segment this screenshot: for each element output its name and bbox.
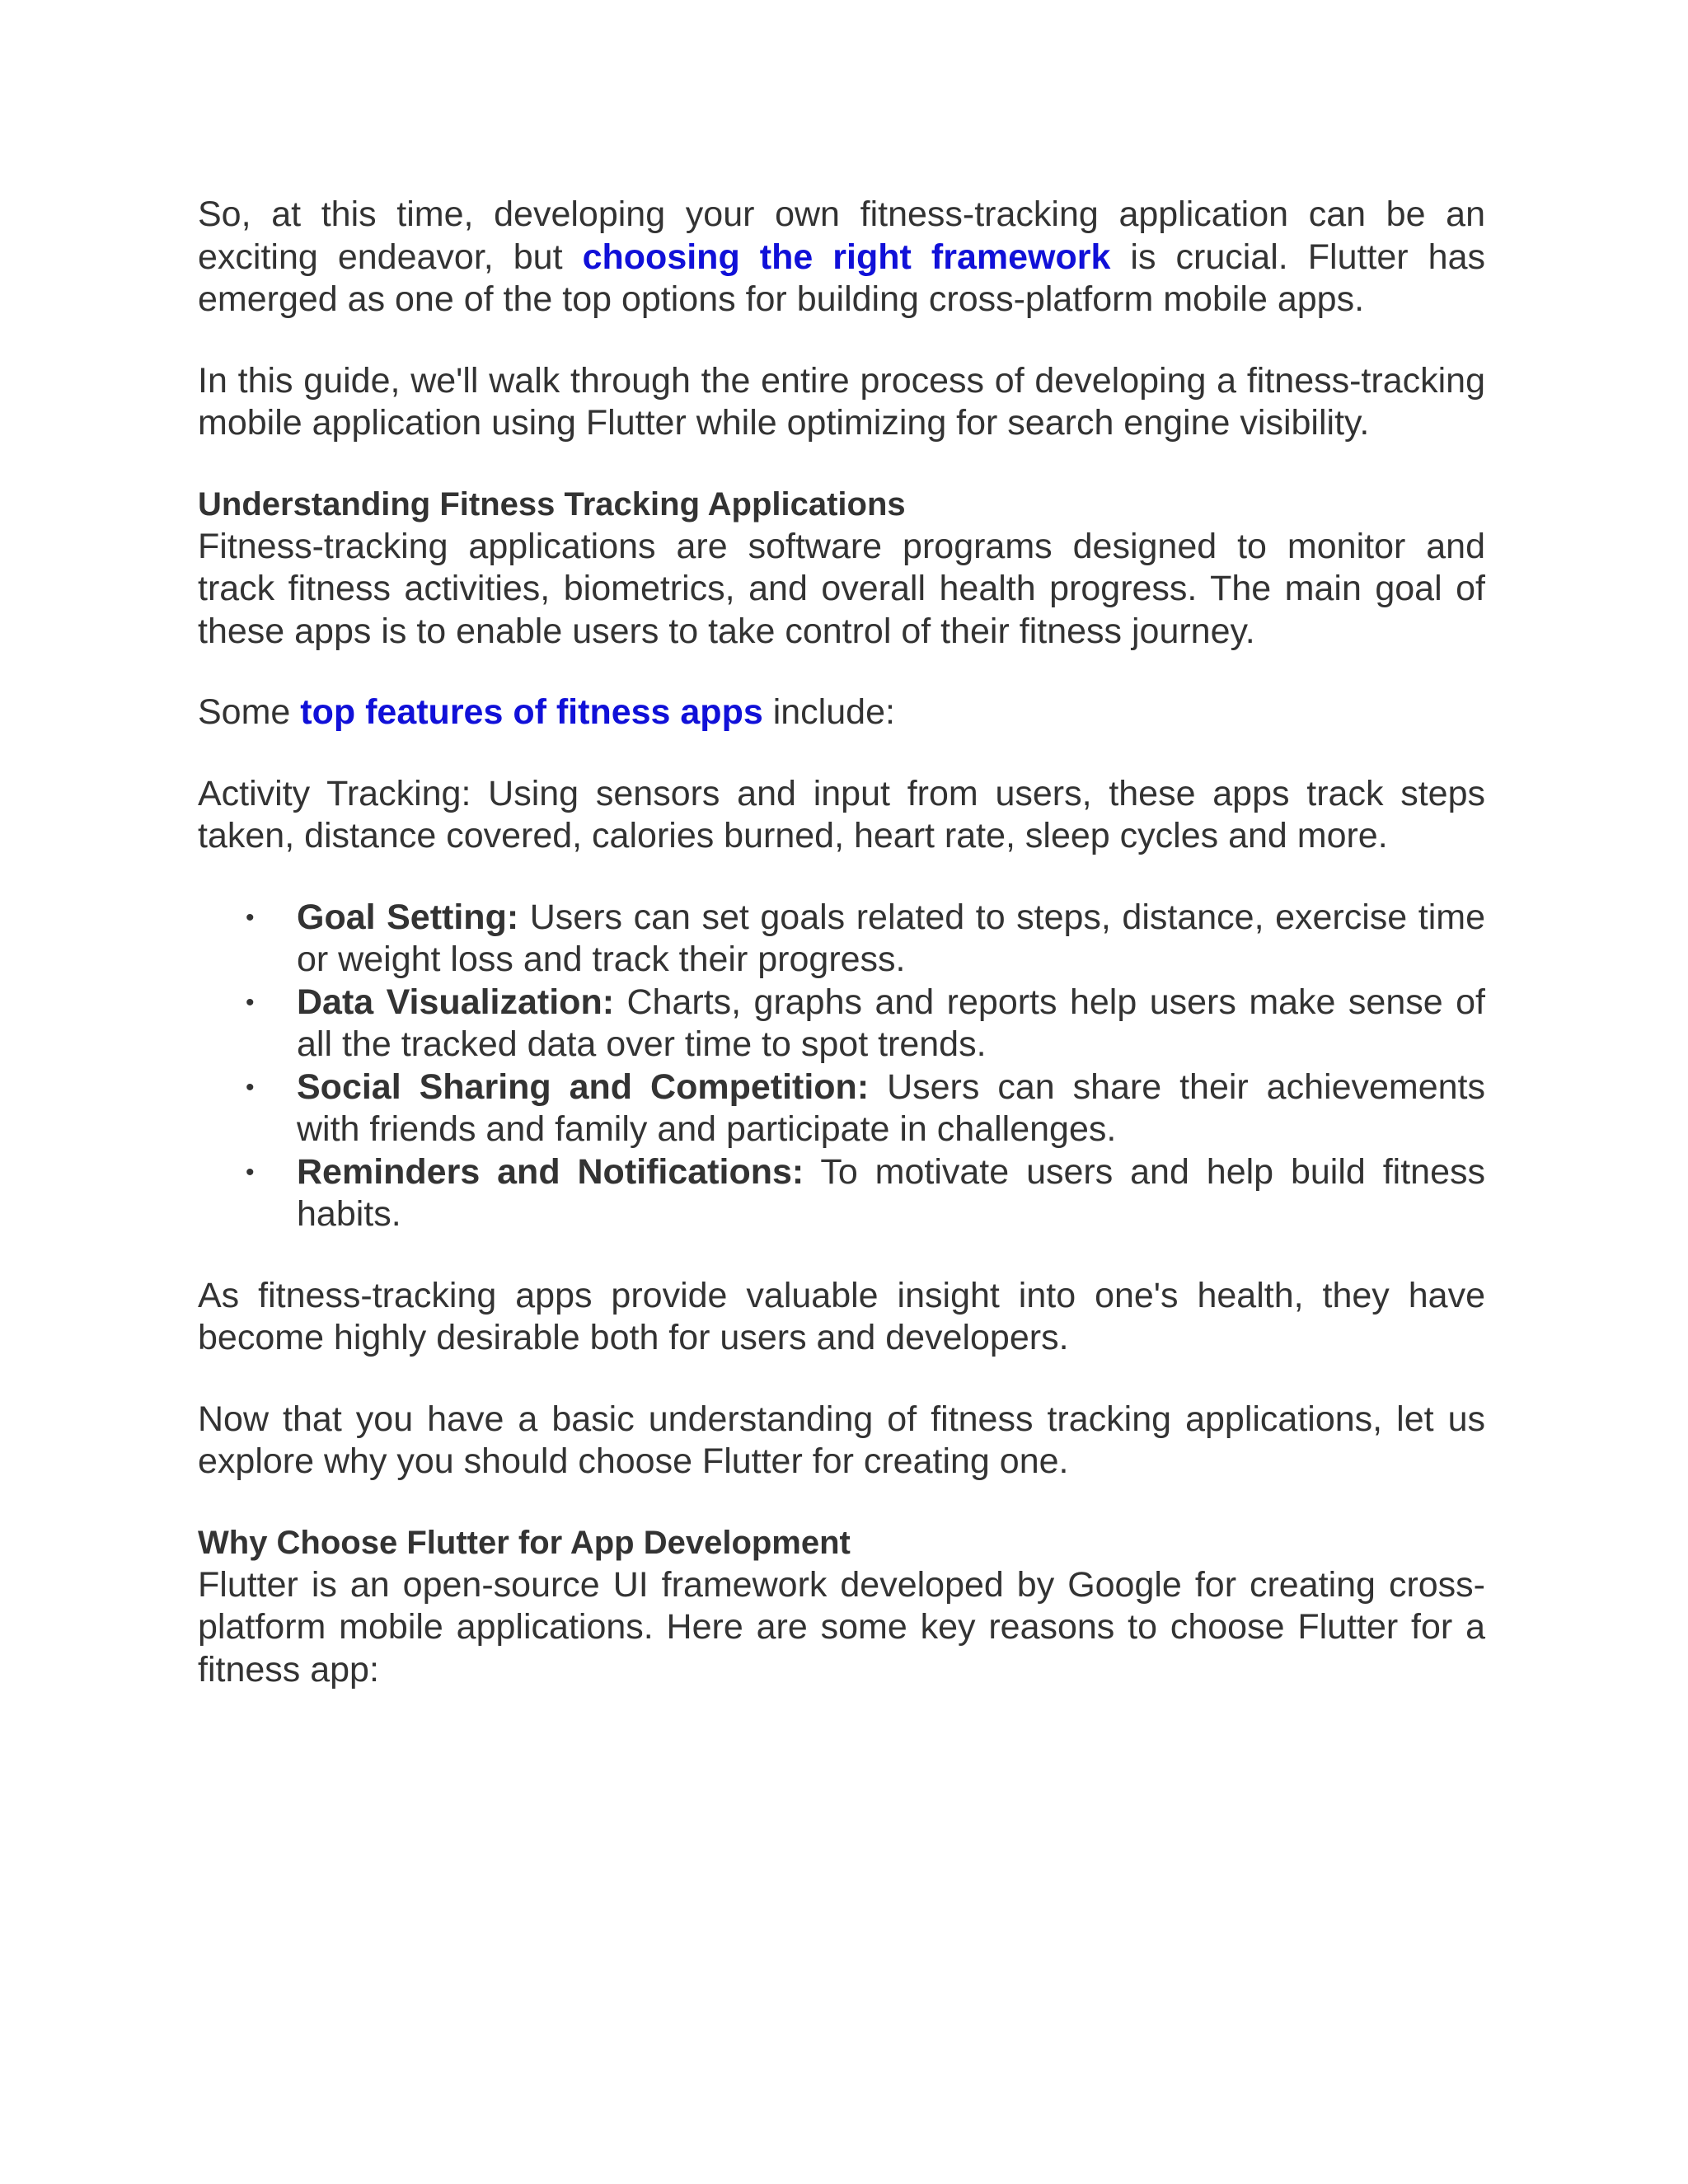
intro-text-before: So, at this time, developing your own fitness-tracking application can be an exciting endeavor, but	[198, 194, 1485, 277]
list-item	[246, 1066, 1485, 1151]
understanding-paragraph: Fitness-tracking applications are software programs designed to monitor and track fitness activities, biometrics, and overall health progress. The main goal of these apps is to enable users to take control of their fitness journey.	[198, 526, 1485, 651]
flutter-paragraph: Flutter is an open-source UI framework developed by Google for creating cross-platform mobile applications. Here are some key reasons to choose Flutter for a fitness app:	[198, 1564, 1485, 1690]
feature-text: Users can set goals related to steps, distance, exercise time or weight loss and track their progress.	[297, 897, 1485, 979]
insight-paragraph: As fitness-tracking apps provide valuable insight into one's health, they have become highly desirable both for users and developers.	[198, 1275, 1485, 1357]
list-item	[246, 1151, 1486, 1236]
feature-term: Goal Setting:	[297, 897, 519, 937]
bullet-icon: •	[246, 988, 255, 1016]
bullet-icon: •	[246, 1073, 255, 1101]
choosing-framework-link[interactable]: choosing the right framework	[582, 237, 1111, 277]
transition-paragraph: Now that you have a basic understanding of fitness tracking applications, let us explore why you should choose Flutter for creating one.	[198, 1399, 1485, 1481]
feature-text: Charts, graphs and reports help users make sense of all the tracked data over time to spot trends.	[297, 982, 1485, 1064]
intro-text-after: is crucial. Flutter has emerged as one of the top options for building cross-platform mobile apps.	[198, 237, 1486, 319]
bullet-icon: •	[246, 1158, 255, 1186]
features-intro-after: include:	[762, 692, 895, 732]
activity-tracking-paragraph: Activity Tracking: Using sensors and input from users, these apps track steps taken, distance covered, calories burned, heart rate, sleep cycles and more.	[198, 773, 1485, 855]
feature-term: Reminders and Notifications:	[297, 1151, 804, 1192]
feature-text: To motivate users and help build fitness habits.	[297, 1151, 1486, 1234]
list-item	[246, 982, 1485, 1066]
bullet-icon: •	[246, 903, 255, 931]
top-features-link[interactable]: top features of fitness apps	[300, 692, 763, 732]
feature-term: Data Visualization:	[297, 982, 615, 1022]
document-page	[198, 194, 1485, 1691]
guide-paragraph: In this guide, we'll walk through the entire process of developing a fitness-tracking mobile application using Flutter while optimizing for search engine visibility.	[198, 360, 1485, 443]
intro-paragraph	[198, 194, 1485, 321]
feature-text: Users can share their achievements with friends and family and participate in challenges.	[297, 1066, 1485, 1149]
features-intro-before: Some	[198, 692, 301, 732]
feature-term: Social Sharing and Competition:	[297, 1066, 870, 1107]
why-flutter-heading: Why Choose Flutter for App Development	[198, 1524, 851, 1561]
understanding-heading: Understanding Fitness Tracking Applications	[198, 485, 906, 523]
features-list	[198, 897, 1485, 1236]
features-intro-paragraph	[198, 691, 1485, 734]
list-item	[246, 897, 1485, 982]
